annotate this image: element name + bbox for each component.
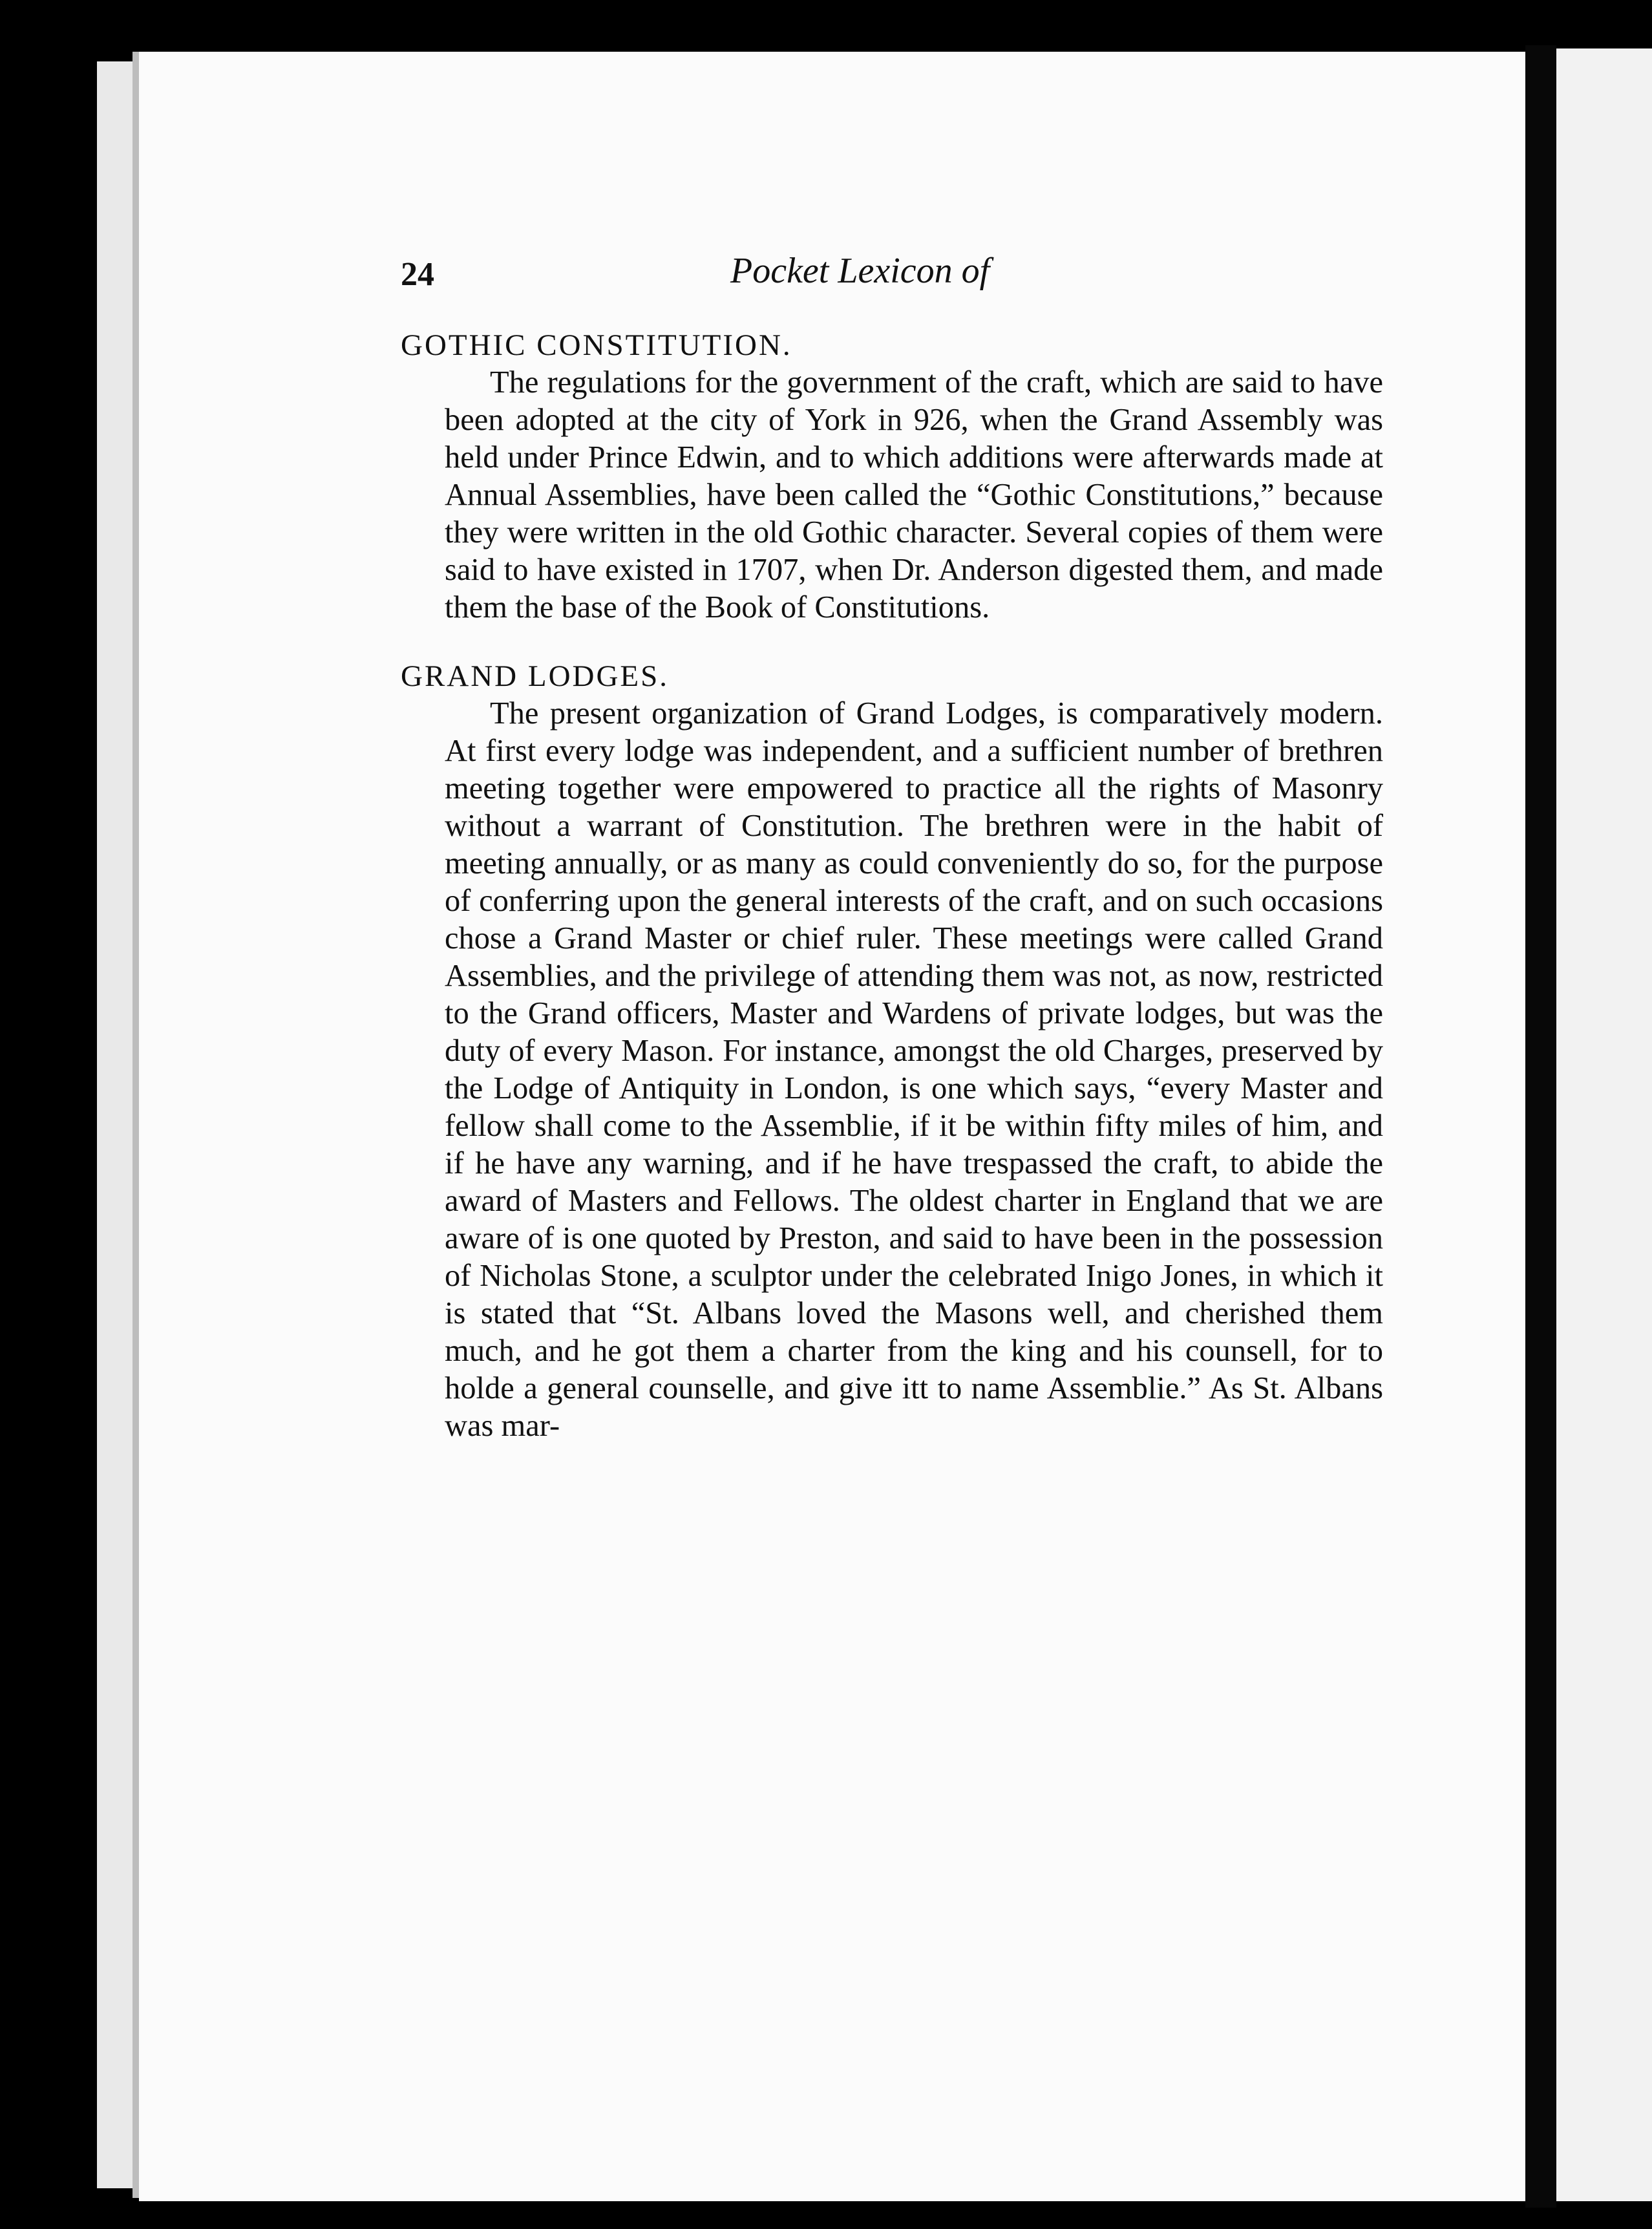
entry-heading-gothic-constitution: GOTHIC CONSTITUTION.: [401, 328, 792, 362]
book-gutter: [1525, 45, 1556, 2208]
entry-spacer: [401, 626, 1383, 657]
entry-body-grand-lodges: The present organization of Grand Lodges, is comparatively modern. At first every lodge was independent, and a sufficient number of brethren meeting together were empowered to practice all the rights of Masonry without a warrant of Constitution. The brethren were in the habit of meeting annually, or as many as could conveniently do so, for the purpose of conferring upon the general interests of the craft, and on such occasions chose a Grand Master or chief ruler. These meetings were called Grand Assemblies, and the privilege of attending them was not, as now, restricted to the Grand officers, Master and Wardens of private lodges, but was the duty of every Mason. For instance, amongst the old Charges, preserved by the Lodge of Antiquity in London, is one which says, “every Master and fellow shall come to the Assemblie, if it be within fifty miles of him, and if he have any warning, and if he have trespassed the craft, to abide the award of Masters and Fellows. The oldest charter in England that we are aware of is one quoted by Preston, and said to have been in the possession of Nicholas Stone, a sculptor under the celebrated Inigo Jones, in which it is stated that “St. Albans loved the Masons well, and cherished them much, and he got them a charter from the king and his counsell, for to holde a general counselle, and give itt to name Assemblie.” As St. Albans was mar-: [445, 696, 1383, 1443]
running-head-title: Pocket Lexicon of: [730, 251, 990, 291]
page-text: [401, 326, 1383, 1445]
entry-heading-grand-lodges: GRAND LODGES.: [401, 659, 669, 693]
entry-body-gothic-constitution: The regulations for the government of the craft, which are said to have been adopted at the city of York in 926, when the Grand Assembly was held under Prince Edwin, and to which additions were afterwards made at Annual Assemblies, have been called the “Gothic Constitutions,” because they were written in the old Gothic character. Several copies of them were said to have existed in 1707, when Dr. Anderson digested them, and made them the base of the Book of Constitutions.: [445, 365, 1383, 624]
running-head: [401, 251, 1383, 307]
page-number: 24: [401, 256, 434, 293]
facing-page-edge: [1556, 48, 1652, 2201]
